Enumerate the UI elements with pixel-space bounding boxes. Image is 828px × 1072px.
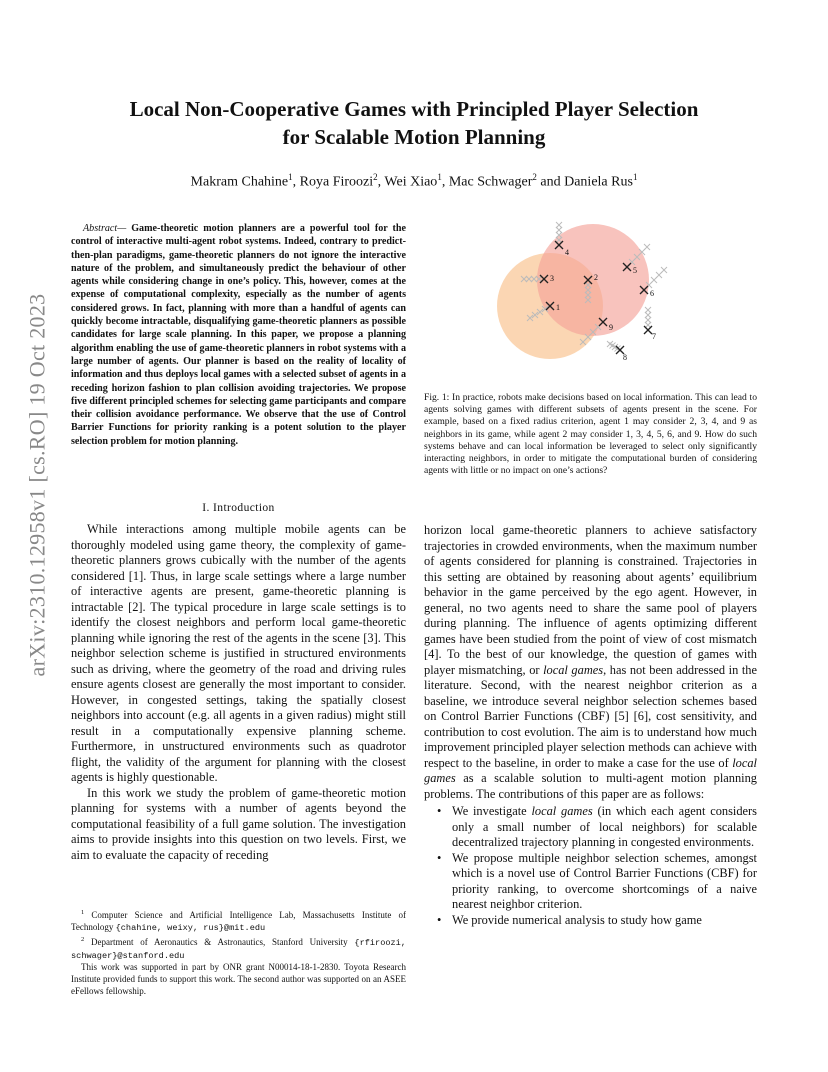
figure-1-svg <box>470 212 700 382</box>
title-line-1: Local Non-Cooperative Games with Principled Player Selection <box>129 97 699 121</box>
contributions-list <box>424 804 757 928</box>
intro-paragraph-3 <box>424 523 757 802</box>
section-heading-introduction: I. Introduction <box>202 502 275 514</box>
footnotes <box>71 907 406 997</box>
author-name: Mac Schwager <box>448 174 533 190</box>
intro-p3-emphasis-2: local games <box>424 755 757 785</box>
abstract-text: Game-theoretic motion planners are a powerful tool for the control of interactive multi-agent robot systems. Indeed, contrary to predict-then-plan paradigms, game-theoretic planners do not ignore the interactive nature of the problem, and simultaneously predict the behaviour of other agents while considering change in one’s policy. This, however, comes at the expense of computational complexity, especially as the number of agents considered grows. In fact, planning with more than a handful of agents can quickly become intractable, disqualifying game-theoretic planners as possible candidates for large scale planning. In this paper, we propose a planning algorithm enabling the use of game-theoretic planners in robot systems with a large number of agents. Our planner is based on the reality of locality of information and thus deploys local games with a selected subset of agents in a receding horizon fashion to plan collision avoiding trajectories. We propose five different principled schemes for selecting game participants and compare their collision avoidance performance. We observe that the use of Control Barrier Functions for priority ranking is a potent solution to the player selection problem for motion planning. <box>71 223 406 447</box>
abstract-label: Abstract <box>83 223 118 234</box>
author-affiliation-mark: 1 <box>437 172 442 182</box>
contribution-1-part-1: We investigate <box>452 804 532 818</box>
contribution-item <box>437 804 757 851</box>
intro-paragraph-2: In this work we study the problem of game-theoretic motion planning for systems with a number of agents beyond the computational feasibility of a full game solution. The investigation aims to provide insights into this question on two levels. First, we aim to evaluate the capacity of receding <box>71 785 406 862</box>
footnote-1-mark: 1 <box>81 909 85 916</box>
author-affiliation-mark: 2 <box>532 172 537 182</box>
footnote-2-emails[interactable]: {rfiroozi, schwager}@stanford.edu <box>71 938 406 961</box>
agent-label: 2 <box>594 273 598 282</box>
contribution-1-part-2: (in which each agent considers only a small number of local neighbors) for scalable decentralized trajectory planning in congested environments. <box>452 804 757 849</box>
author-name: Makram Chahine <box>190 174 289 190</box>
bullet-mark: • <box>437 912 442 927</box>
contribution-2: We propose multiple neighbor selection schemes, amongst which is a novel use of Control Barrier Functions (CBF) for priority ranking, to overcome shortcomings of a naive nearest neighbor criterion. <box>452 850 757 911</box>
paper-title <box>60 95 768 151</box>
introduction-body <box>71 522 406 863</box>
agent-label: 6 <box>650 289 654 298</box>
footnote-2-mark: 2 <box>81 936 85 944</box>
agent-label: 9 <box>609 323 613 332</box>
agent-label: 8 <box>623 353 627 362</box>
contribution-item <box>437 912 757 929</box>
author-name: Daniela Rus <box>564 174 633 190</box>
author-affiliation-mark: 1 <box>632 172 638 182</box>
abstract <box>71 222 406 448</box>
footnote-1-emails[interactable]: {chahine, weixy, rus}@mit.edu <box>115 922 266 933</box>
agent-label: 5 <box>633 266 637 275</box>
arxiv-identifier-stamp[interactable] <box>22 290 52 680</box>
intro-p3-part-3: as a scalable solution to multi-agent motion planning problems. The contributions of this paper are as follows: <box>424 771 757 801</box>
footnote-2-affiliation: Department of Aeronautics & Astronautics, Stanford University <box>84 937 355 948</box>
footnote-1 <box>71 907 406 934</box>
introduction-body-continued <box>424 523 757 928</box>
arxiv-identifier-text: arXiv:2310.12958v1 [cs.RO] 19 Oct 2023 <box>24 293 50 677</box>
contribution-1-emphasis: local games <box>531 804 593 818</box>
author-list: Makram Chahine$^1$, Roya Firoozi$^2$, Wei Xiao$^1$, Mac Schwager$^2$ and Daniela Rus$^1$ <box>190 172 638 190</box>
author-affiliation-mark: 1 <box>288 172 293 182</box>
figure-1-caption: Fig. 1: In practice, robots make decisions based on local information. This can lead to agents solving games with different subsets of agents present in the scene. For example, based on a fixed radius criterion, agent 1 may consider 2, 3, 4, and 9 as neighbors in its game, while agent 2 may consider 1, 3, 4, 5, 6, and 9. How do such systems behave and can local information be leveraged to select only significantly interacting neighbors, in order to mitigate the computational burden of considering agents with little or no impact on one’s actions? <box>424 392 757 477</box>
footnote-2 <box>71 934 406 962</box>
bullet-mark: • <box>437 850 442 865</box>
contribution-3: We provide numerical analysis to study how game <box>452 912 702 927</box>
intro-p3-emphasis-1: local games <box>543 662 604 677</box>
agent-label: 3 <box>550 274 554 283</box>
contribution-item <box>437 850 757 913</box>
intro-paragraph-1: While interactions among multiple mobile agents can be thoroughly modeled using game theory, the complexity of game-theoretic planners grows cubically with the number of the agents considered [1]. Thus, in large scale settings where a large number of interactive agents are present, game-theoretic planning is intractable [2]. The typical procedure in large scale settings is to identify the closest neighbors and perform local game-theoretic planning while ignoring the rest of the agents in the scene [3]. This neighbor selection scheme is justified in structured environments such as driving, where the geometry of the road and driving rules ensure agents closest are generally the most important to consider. However, in congested settings, taking the spatially closest neighbors into account (e.g. all agents in a given radius) might still result in a computationally expensive planning scheme. Furthermore, in unstructured environments such as quadrotor flight, the validity of the argument for planning with the closest agents is highly questionable. <box>71 522 406 784</box>
agent-label: 7 <box>652 332 656 341</box>
figure-1-agents-illustration <box>470 212 700 382</box>
footnote-1-affiliation: Computer Science and Artificial Intelligence Lab, Massachusetts Institute of Technology <box>71 910 406 932</box>
intro-p3-part-2: , has not been addressed in the literature. Second, with the nearest neighbor criterion as a baseline, we introduce several neighbor selection schemes based on Control Barrier Functions (CBF) [5] [6], cost sensitivity, and contribution to cost evolution. The aim is to understand how much improvement principled player selection methods can achieve with respect to the baseline, in order to make a case for the use of <box>424 662 757 770</box>
bullet-mark: • <box>437 804 442 818</box>
agent-label: 1 <box>556 303 560 312</box>
title-line-2: for Scalable Motion Planning <box>282 125 546 149</box>
abstract-dash: — <box>117 223 132 234</box>
authors-conjunction: and <box>540 174 561 190</box>
author-name: Wei Xiao <box>384 174 438 190</box>
author-affiliation-mark: 2 <box>373 172 378 182</box>
author-name: Roya Firoozi <box>299 174 374 190</box>
agent-label: 4 <box>565 248 569 257</box>
intro-p3-part-1: horizon local game-theoretic planners to achieve satisfactory trajectories in crowded environments, when the maximum number of agents considered for planning is constrained. Trajectories in this setting are obtained by reasoning about agents’ equilibrium behavior in the game perceived by the ego agent. However, in general, no two agents need to share the same pool of players during planning. The influence of agents optimizing different games have been studied from the point of view of cost mismatch [4]. To the best of our knowledge, the question of games with player mismatching, or <box>424 523 757 677</box>
funding-footnote: This work was supported in part by ONR grant N00014-18-1-2830. Toyota Research Institute provided funds to support this work. The second author was supported on an ASEE eFellows fellowship. <box>71 962 406 996</box>
